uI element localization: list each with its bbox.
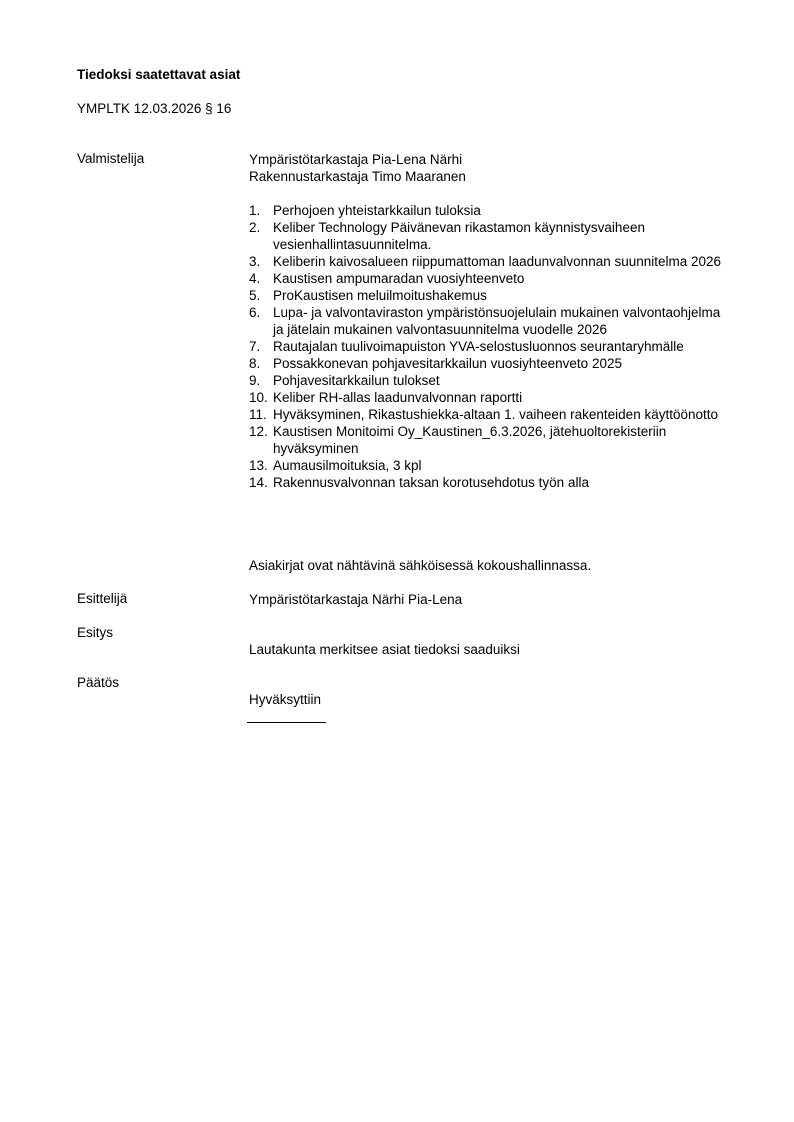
esitys-value: Lautakunta merkitsee asiat tiedoksi saaduiksi	[249, 642, 520, 657]
preparers-block	[249, 151, 729, 185]
list-item-number: 14.	[249, 475, 268, 490]
list-item-number: 5.	[249, 288, 261, 303]
list-item-number: 7.	[249, 339, 261, 354]
valmistelija-label: Valmistelija	[77, 151, 145, 166]
list-item-text: Hyväksyminen, Rikastushiekka-altaan 1. vaiheen rakenteiden käyttöönotto	[273, 407, 718, 422]
list-item	[249, 270, 731, 287]
list-item	[249, 457, 731, 474]
list-item-number: 9.	[249, 373, 261, 388]
preparer-name: Rakennustarkastaja Timo Maaranen	[249, 169, 466, 184]
preparer-name: Ympäristötarkastaja Pia-Lena Närhi	[249, 152, 463, 167]
list-item-number: 12.	[249, 424, 268, 439]
paatos-value: Hyväksyttiin	[249, 692, 322, 707]
list-item-number: 2.	[249, 220, 261, 235]
page-title: Tiedoksi saatettavat asiat	[77, 67, 241, 82]
list-item-number: 8.	[249, 356, 261, 371]
list-item-text: Lupa- ja valvontaviraston ympäristönsuojelulain mukainen valvontaohjelma ja jätelain mukainen valvontasuunnitelma vuodelle 2026	[273, 305, 721, 337]
documents-note: Asiakirjat ovat nähtävinä sähköisessä kokoushallinnassa.	[249, 558, 592, 573]
list-item-number: 4.	[249, 271, 261, 286]
list-item-text: ProKaustisen meluilmoitushakemus	[273, 288, 487, 303]
list-item	[249, 304, 731, 338]
list-item	[249, 372, 731, 389]
end-divider-line	[247, 722, 326, 723]
list-item	[249, 389, 731, 406]
list-item	[249, 338, 731, 355]
esitys-label: Esitys	[77, 625, 114, 640]
list-item	[249, 474, 731, 491]
list-item-text: Rautajalan tuulivoimapuiston YVA-selostusluonnos seurantaryhmälle	[273, 339, 684, 354]
list-item-number: 6.	[249, 305, 261, 320]
meeting-reference: YMPLTK 12.03.2026 § 16	[77, 101, 232, 116]
list-item	[249, 253, 731, 270]
list-item-text: Kaustisen ampumaradan vuosiyhteenveto	[273, 271, 525, 286]
items-list-block	[249, 202, 731, 491]
list-item	[249, 202, 731, 219]
list-item-text: Rakennusvalvonnan taksan korotusehdotus työn alla	[273, 475, 589, 490]
esittelija-label: Esittelijä	[77, 591, 128, 606]
list-item-number: 3.	[249, 254, 261, 269]
list-item-text: Keliber Technology Päivänevan rikastamon käynnistysvaiheen vesienhallintasuunnitelma.	[273, 220, 645, 252]
list-item-number: 11.	[249, 407, 267, 422]
items-list	[249, 202, 731, 491]
list-item-text: Aumausilmoituksia, 3 kpl	[273, 458, 422, 473]
list-item	[249, 287, 731, 304]
list-item-number: 1.	[249, 203, 261, 218]
esittelija-value: Ympäristötarkastaja Närhi Pia-Lena	[249, 592, 463, 607]
list-item-number: 13.	[249, 458, 268, 473]
list-item-text: Kaustisen Monitoimi Oy_Kaustinen_6.3.2026, jätehuoltorekisteriin hyväksyminen	[273, 424, 667, 456]
list-item	[249, 406, 731, 423]
list-item	[249, 219, 731, 253]
list-item-text: Pohjavesitarkkailun tulokset	[273, 373, 440, 388]
list-item	[249, 355, 731, 372]
list-item-number: 10.	[249, 390, 268, 405]
list-item-text: Perhojoen yhteistarkkailun tuloksia	[273, 203, 481, 218]
list-item-text: Keliber RH-allas laadunvalvonnan raportti	[273, 390, 523, 405]
list-item-text: Keliberin kaivosalueen riippumattoman laadunvalvonnan suunnitelma 2026	[273, 254, 722, 269]
list-item	[249, 423, 731, 457]
paatos-label: Päätös	[77, 675, 120, 690]
list-item-text: Possakkonevan pohjavesitarkkailun vuosiyhteenveto 2025	[273, 356, 622, 371]
